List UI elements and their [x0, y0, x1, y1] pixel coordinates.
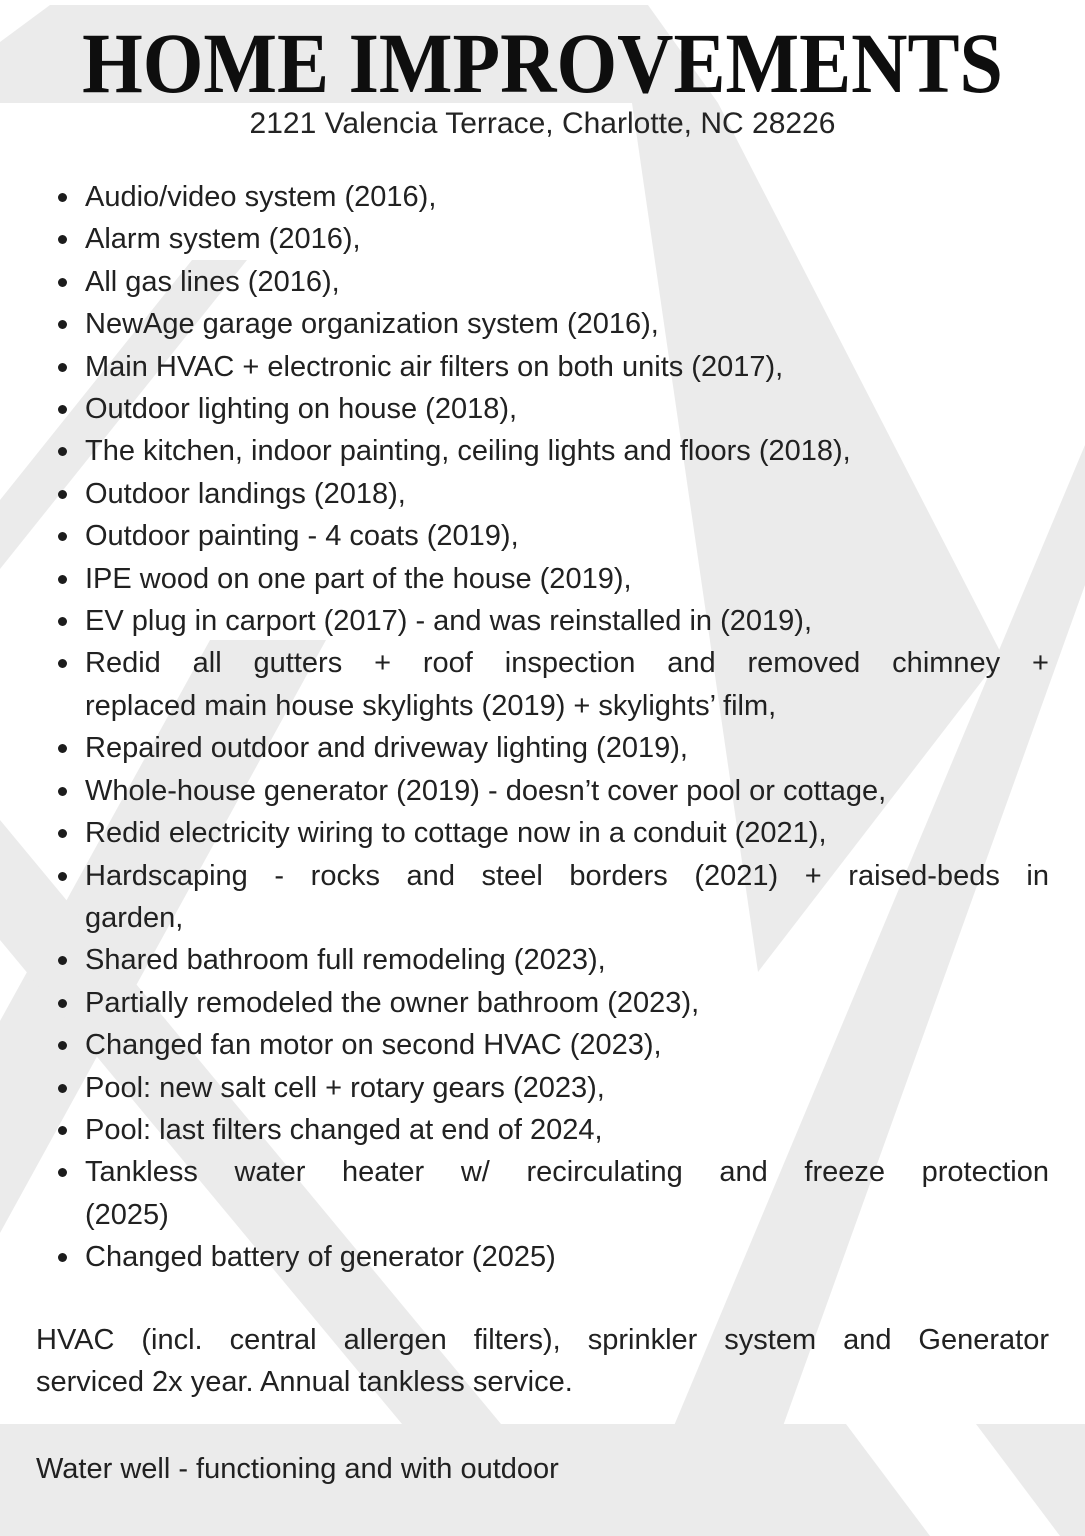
list-item-text: Pool: last filters changed at end of 2024,	[85, 1113, 603, 1146]
bullet-icon	[58, 829, 67, 838]
list-item	[36, 176, 1049, 218]
bullet-icon	[58, 1041, 67, 1050]
list-item	[36, 1109, 1049, 1151]
bullet-icon	[58, 278, 67, 287]
bullet-icon	[58, 1168, 67, 1177]
list-item-text: Main HVAC + electronic air filters on both units (2017),	[85, 350, 784, 383]
list-item	[36, 515, 1049, 557]
list-item-text: All gas lines (2016),	[85, 265, 340, 298]
list-item-text: Whole-house generator (2019) - doesn’t cover pool or cottage,	[85, 774, 887, 807]
list-item	[36, 473, 1049, 515]
bullet-icon	[58, 490, 67, 499]
list-item	[36, 303, 1049, 345]
bullet-icon	[58, 1084, 67, 1093]
list-item-text: NewAge garage organization system (2016),	[85, 308, 659, 341]
list-item	[36, 1067, 1049, 1109]
page-title: HOME IMPROVEMENTS	[82, 15, 1003, 111]
list-item	[36, 982, 1049, 1024]
notes-section	[36, 1319, 1049, 1490]
list-item-text: Partially remodeled the owner bathroom (2023),	[85, 986, 700, 1019]
list-item	[36, 430, 1049, 472]
list-item-text: Outdoor painting - 4 coats (2019),	[85, 520, 519, 553]
list-item	[36, 558, 1049, 600]
bullet-icon	[58, 193, 67, 202]
list-item	[36, 812, 1049, 854]
bullet-icon	[58, 872, 67, 881]
water-well-note: Water well - functioning and with outdoor	[36, 1452, 559, 1485]
bullet-icon	[58, 956, 67, 965]
list-item	[36, 770, 1049, 812]
list-item	[36, 727, 1049, 769]
list-item	[36, 346, 1049, 388]
list-item-text: Changed battery of generator (2025)	[85, 1241, 556, 1274]
bullet-icon	[58, 617, 67, 626]
bullet-icon	[58, 1126, 67, 1135]
improvements-list	[36, 176, 1049, 1279]
list-item	[36, 388, 1049, 430]
list-item	[36, 218, 1049, 260]
list-item	[36, 939, 1049, 981]
list-item-text: The kitchen, indoor painting, ceiling lights and floors (2018),	[85, 435, 851, 468]
list-item-text: Alarm system (2016),	[85, 223, 361, 256]
bullet-icon	[58, 787, 67, 796]
list-item	[36, 1151, 1049, 1236]
bullet-icon	[58, 744, 67, 753]
list-item-text: Hardscaping - rocks and steel borders (2021) + raised-beds in garden,	[85, 859, 1049, 934]
list-item	[36, 1024, 1049, 1066]
list-item-text: Outdoor lighting on house (2018),	[85, 393, 518, 426]
bullet-icon	[58, 1253, 67, 1262]
list-item	[36, 261, 1049, 303]
service-note: HVAC (incl. central allergen filters), sprinkler system and Generator serviced 2x year. Annual tankless service.	[36, 1324, 1049, 1399]
bullet-icon	[58, 575, 67, 584]
bullet-icon	[58, 532, 67, 541]
bullet-icon	[58, 363, 67, 372]
list-item-text: Outdoor landings (2018),	[85, 477, 406, 510]
bullet-icon	[58, 235, 67, 244]
bullet-icon	[58, 405, 67, 414]
list-item-text: Tankless water heater w/ recirculating and freeze protection (2025)	[85, 1156, 1049, 1231]
list-item-text: Redid all gutters + roof inspection and removed chimney + replaced main house skylights (2019) + skylights’ film,	[85, 647, 1049, 722]
bullet-icon	[58, 659, 67, 668]
property-address: 2121 Valencia Terrace, Charlotte, NC 28226	[249, 107, 836, 140]
list-item	[36, 642, 1049, 727]
list-item	[36, 600, 1049, 642]
list-item	[36, 855, 1049, 940]
list-item-text: Redid electricity wiring to cottage now in a conduit (2021),	[85, 817, 827, 850]
list-item-text: Pool: new salt cell + rotary gears (2023),	[85, 1071, 605, 1104]
list-item-text: Repaired outdoor and driveway lighting (2019),	[85, 732, 688, 765]
bullet-icon	[58, 447, 67, 456]
list-item-text: IPE wood on one part of the house (2019),	[85, 562, 632, 595]
list-item	[36, 1236, 1049, 1278]
list-item-text: Changed fan motor on second HVAC (2023),	[85, 1029, 662, 1062]
bullet-icon	[58, 999, 67, 1008]
list-item-text: Shared bathroom full remodeling (2023),	[85, 944, 606, 977]
list-item-text: EV plug in carport (2017) - and was reinstalled in (2019),	[85, 605, 812, 638]
bullet-icon	[58, 320, 67, 329]
list-item-text: Audio/video system (2016),	[85, 181, 437, 213]
